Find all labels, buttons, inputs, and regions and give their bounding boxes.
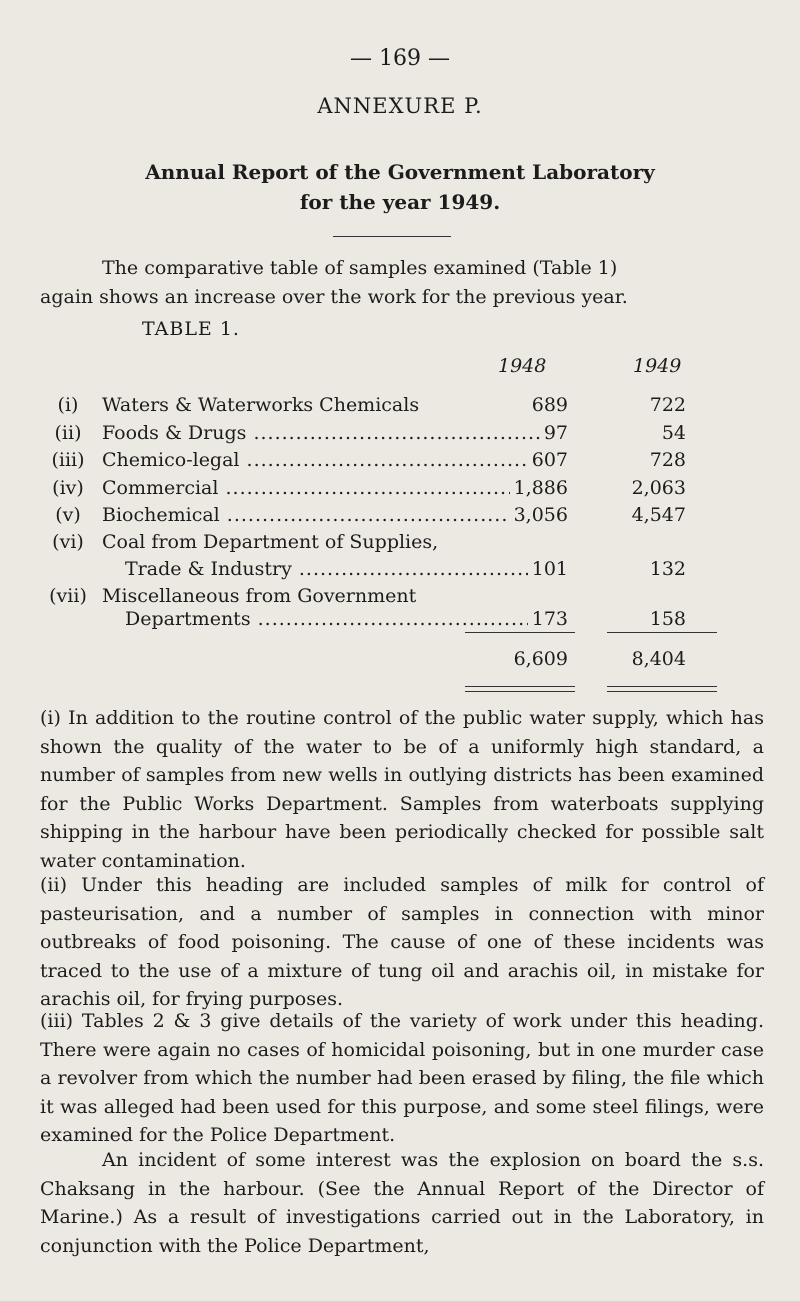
table-row xyxy=(0,422,800,450)
annexure-heading: ANNEXURE P. xyxy=(317,94,483,118)
row-number: (i) xyxy=(57,394,79,416)
row-label-continuation: Departments ..... xyxy=(125,608,542,630)
row-number: (v) xyxy=(55,504,81,526)
row-number: (iv) xyxy=(52,477,84,499)
value-1949: 2,063 xyxy=(631,477,686,499)
total-1949: 8,404 xyxy=(631,648,686,670)
report-title-line-2: for the year 1949. xyxy=(299,190,501,214)
row-number: (iii) xyxy=(51,449,85,471)
value-1948: 1,886 xyxy=(510,477,568,499)
value-1948: 101 xyxy=(528,558,568,580)
paragraph-ii: (ii) Under this heading are included samples of milk for control of pasteurisation, and a number of samples in connection with minor outbreaks of food poisoning. The cause of one of these incidents was traced to the use of a mixture of tung oil and arachis oil, in mistake for arachis oil, for frying purposes. xyxy=(40,874,764,1011)
intro-line-2: again shows an increase over the work for the previous year. xyxy=(40,286,628,308)
table-row xyxy=(0,477,800,505)
row-label: Miscellaneous from Government xyxy=(102,585,417,607)
value-1949: 728 xyxy=(649,449,686,471)
row-label-continuation: Trade & Industry ..... xyxy=(125,558,542,580)
paragraph-incident: An incident of some interest was the explosion on board the s.s. Chaksang in the harbour. (See the Annual Report of the Director of Marine.) As a result of investigations carried out in the Laboratory, in conjunction with the Police Department, xyxy=(40,1149,764,1257)
value-1948: 97 xyxy=(540,422,568,444)
page-number: — 169 — xyxy=(350,46,450,71)
double-rule-1949 xyxy=(607,686,717,692)
value-1949: 4,547 xyxy=(631,504,686,526)
value-1948: 3,056 xyxy=(510,504,568,526)
row-label: Commercial ..... xyxy=(102,477,542,499)
paragraph-i: (i) In addition to the routine control of the public water supply, which has shown the quality of the water to be of a uniformly high standard, a number of samples from new wells in outlying districts has been examined for the Public Works Department. Samples from waterboats supplying shipping in the harbour have been periodically checked for possible salt water contamination. xyxy=(40,707,764,872)
intro-paragraph xyxy=(40,254,764,312)
sum-rule-1949 xyxy=(607,632,717,633)
value-1949: 158 xyxy=(649,608,686,630)
table-row-continuation xyxy=(0,558,800,586)
value-1949: 132 xyxy=(649,558,686,580)
value-1948: 689 xyxy=(528,394,568,416)
value-1948: 173 xyxy=(528,608,568,630)
title-divider xyxy=(333,236,451,237)
report-title-line-1: Annual Report of the Government Laboratory xyxy=(145,160,655,184)
row-number: (vii) xyxy=(49,585,87,607)
table-row xyxy=(0,449,800,477)
row-label: Waters & Waterworks Chemicals xyxy=(102,394,420,416)
row-label: Coal from Department of Supplies, xyxy=(102,531,439,553)
column-header-1948: 1948 xyxy=(498,355,547,377)
double-rule-1948 xyxy=(465,686,575,692)
row-label: Biochemical ..... xyxy=(102,504,542,526)
intro-line-1: The comparative table of samples examined (Table 1) xyxy=(102,257,618,279)
paragraph-iii: (iii) Tables 2 & 3 give details of the variety of work under this heading. There were again no cases of homicidal poisoning, but in one murder case a revolver from which the number had been erased by filing, the file which it was alleged had been used for this purpose, and some steel filings, were examined for the Police Department. xyxy=(40,1010,764,1147)
value-1948: 607 xyxy=(528,449,568,471)
row-number: (vi) xyxy=(52,531,84,553)
total-1948: 6,609 xyxy=(513,648,568,670)
table-row xyxy=(0,394,800,422)
row-label: Foods & Drugs ..... xyxy=(102,422,542,444)
row-number: (ii) xyxy=(54,422,82,444)
table-title: TABLE 1. xyxy=(142,318,240,340)
row-label: Chemico-legal ..... xyxy=(102,449,542,471)
sum-rule-1948 xyxy=(465,632,575,633)
column-header-1949: 1949 xyxy=(633,355,682,377)
table-row xyxy=(0,531,800,559)
table-row xyxy=(0,504,800,532)
value-1949: 54 xyxy=(661,422,686,444)
value-1949: 722 xyxy=(649,394,686,416)
